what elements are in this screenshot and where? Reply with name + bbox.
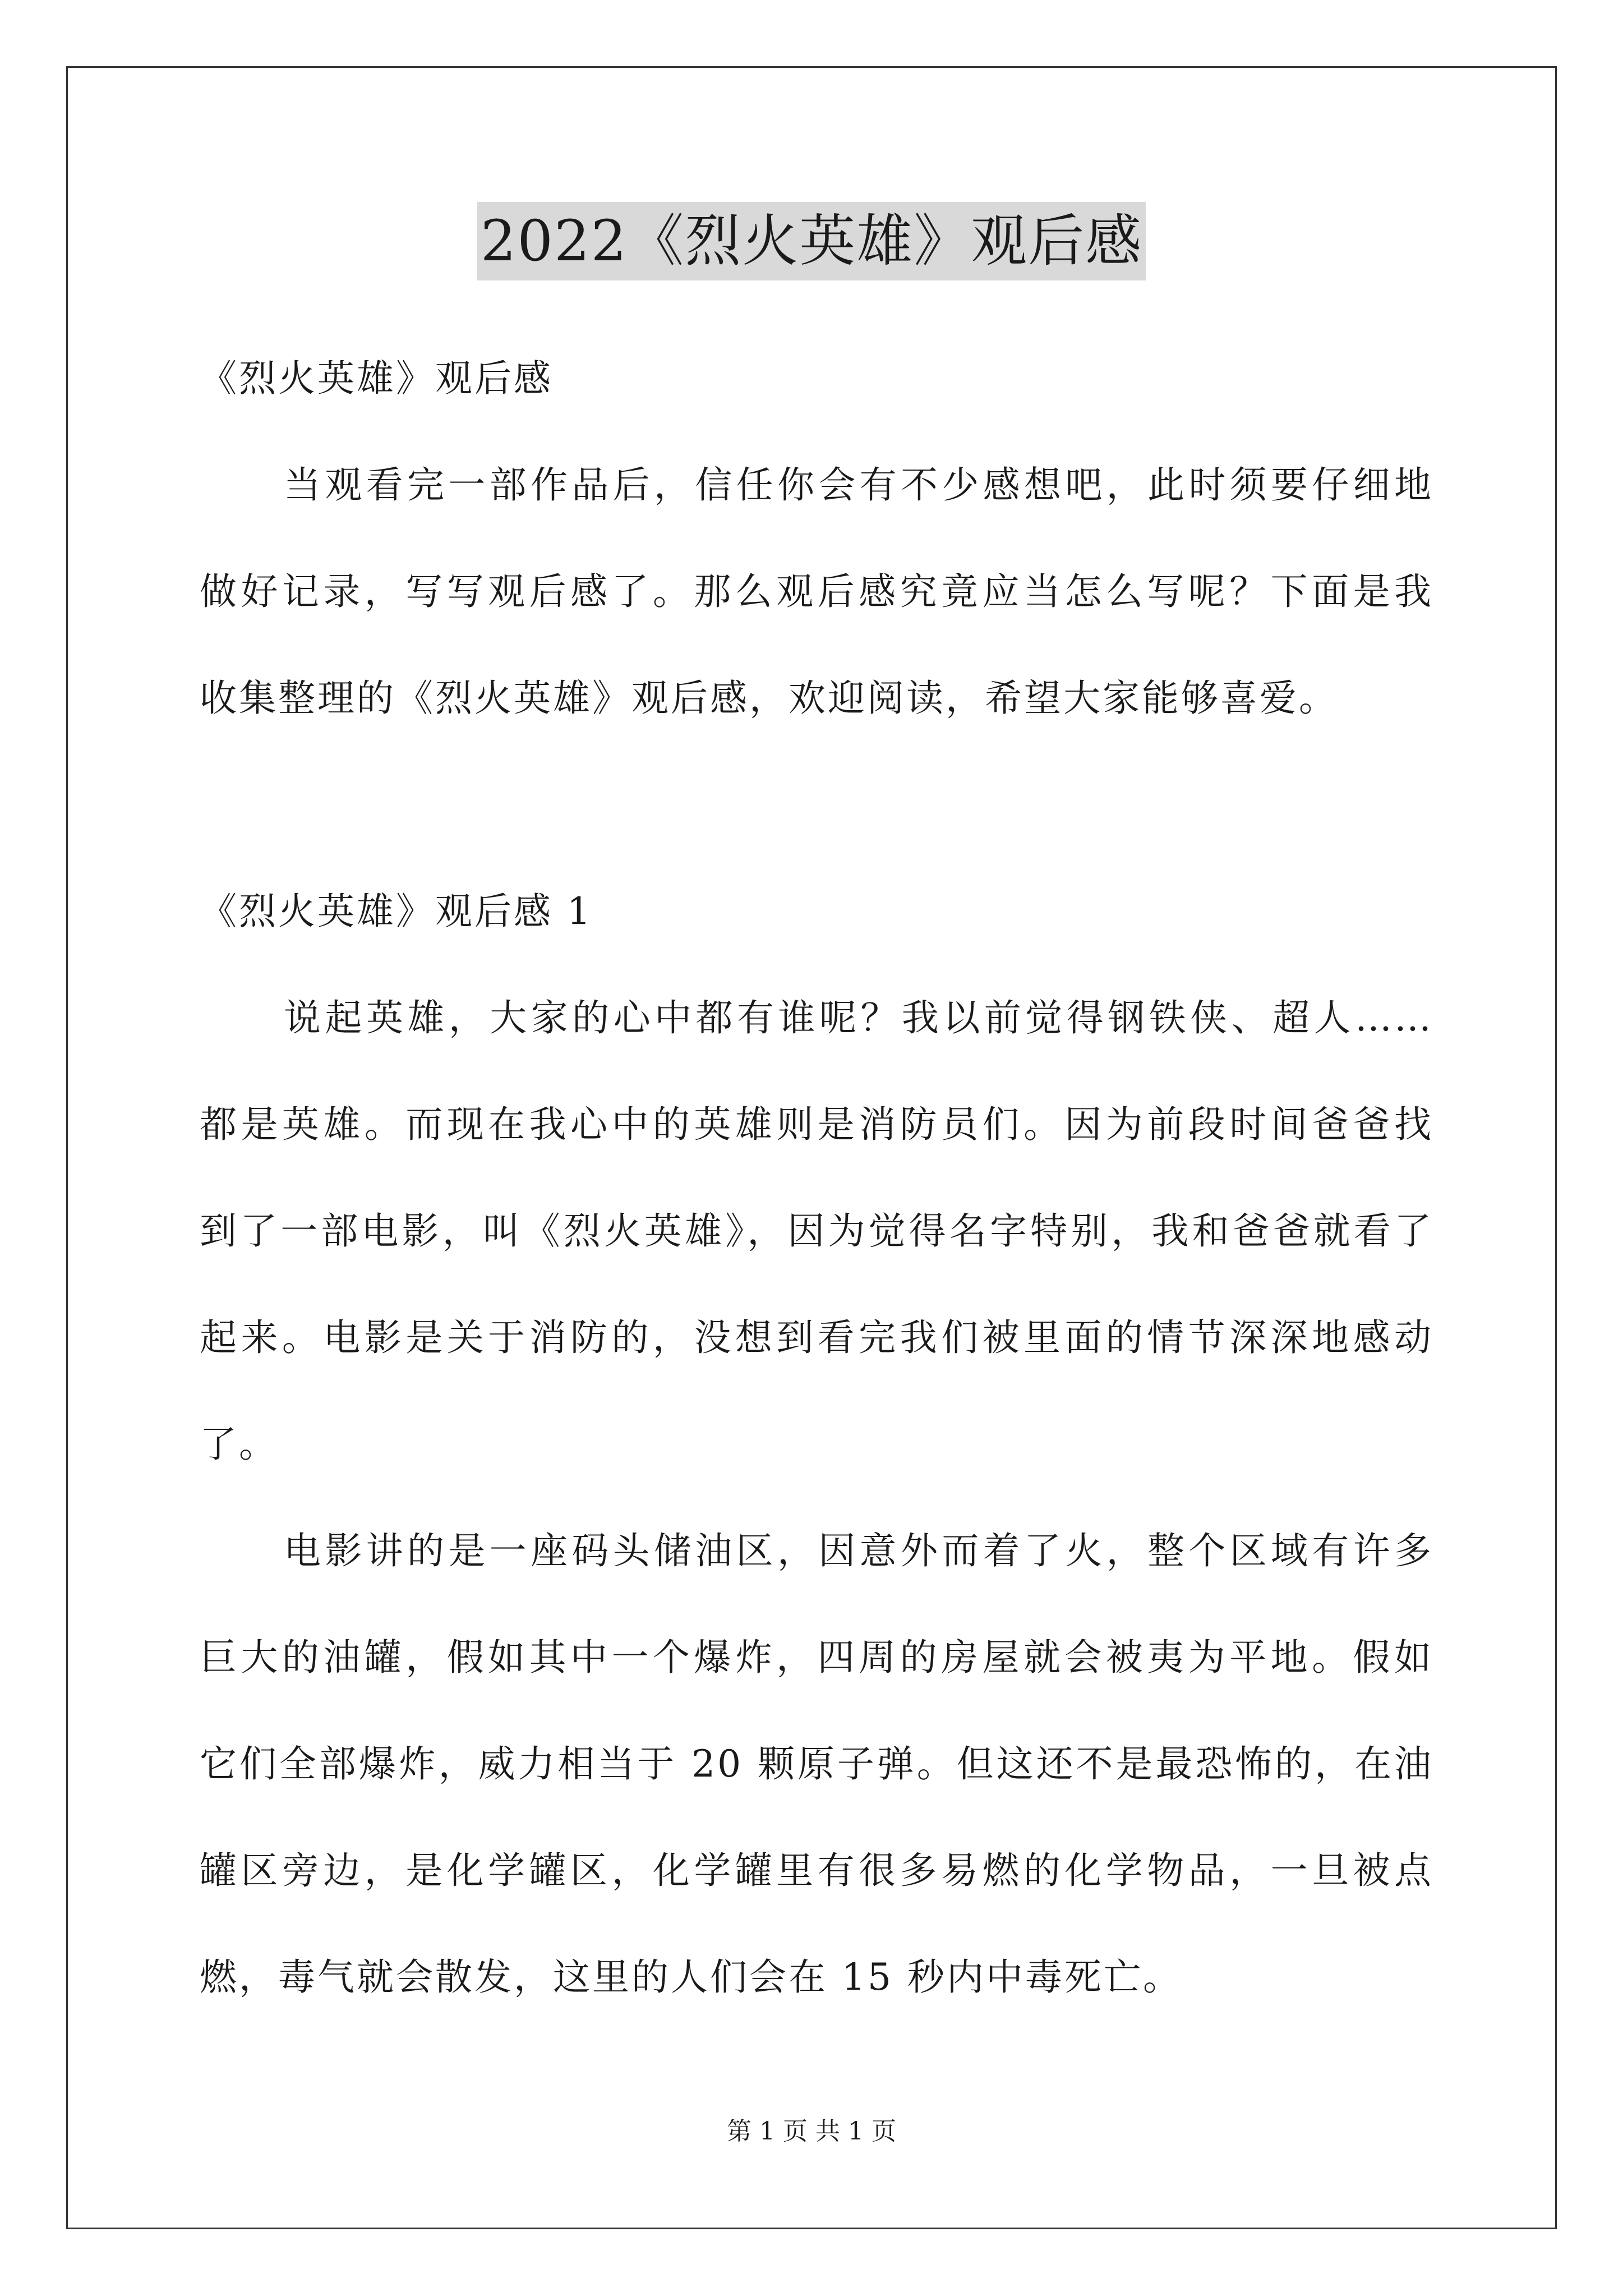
intro-line-3: 收集整理的《烈火英雄》观后感，欢迎阅读，希望大家能够喜爱。 bbox=[200, 677, 1338, 720]
page-footer: 第 1 页 共 1 页 bbox=[727, 2117, 896, 2146]
intro-heading: 《烈火英雄》观后感 bbox=[200, 357, 553, 400]
para-2-line-2: 巨大的油罐，假如其中一个爆炸，四周的房屋就会被夷为平地。假如 bbox=[200, 1636, 1433, 1679]
document-title: 2022《烈火英雄》观后感 bbox=[477, 202, 1146, 280]
para-1-line-1: 说起英雄，大家的心中都有谁呢？我以前觉得钢铁侠、超人…… bbox=[284, 996, 1433, 1039]
intro-line-1: 当观看完一部作品后，信任你会有不少感想吧，此时须要仔细地 bbox=[284, 463, 1433, 507]
para-2-line-4: 罐区旁边，是化学罐区，化学罐里有很多易燃的化学物品，一旦被点 bbox=[200, 1849, 1433, 1892]
para-2-line-1: 电影讲的是一座码头储油区，因意外而着了火，整个区域有许多 bbox=[284, 1529, 1433, 1572]
intro-line-2: 做好记录，写写观后感了。那么观后感究竟应当怎么写呢？下面是我 bbox=[200, 570, 1433, 613]
para-1-line-5: 了。 bbox=[200, 1423, 278, 1466]
para-1-line-2: 都是英雄。而现在我心中的英雄则是消防员们。因为前段时间爸爸找 bbox=[200, 1103, 1433, 1146]
para-1-line-3: 到了一部电影，叫《烈火英雄》，因为觉得名字特别，我和爸爸就看了 bbox=[200, 1209, 1433, 1253]
para-2-line-3: 它们全部爆炸，威力相当于 20 颗原子弹。但这还不是最恐怖的，在油 bbox=[200, 1742, 1433, 1786]
para-1-line-4: 起来。电影是关于消防的，没想到看完我们被里面的情节深深地感动 bbox=[200, 1316, 1433, 1359]
para-2-line-5: 燃，毒气就会散发，这里的人们会在 15 秒内中毒死亡。 bbox=[200, 1955, 1182, 1999]
section-1-heading: 《烈火英雄》观后感 1 bbox=[200, 890, 593, 933]
title-container bbox=[0, 202, 1623, 280]
